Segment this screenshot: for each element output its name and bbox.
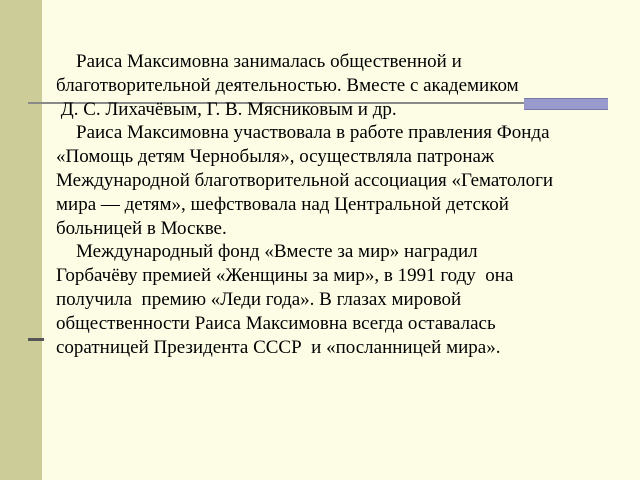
paragraph-2 [56, 121, 640, 240]
text-line: получила премию «Леди года». В глазах мировой [56, 288, 462, 310]
text-line: соратницей Президента СССР и «посланницей мира». [56, 336, 501, 358]
text-line: общественности Раиса Максимовна всегда оставалась [56, 312, 496, 334]
text-line: Д. С. Лихачёвым, Г. В. Мясниковым и др. [56, 98, 397, 120]
left-decorative-bar [0, 0, 42, 480]
paragraph-3 [56, 240, 640, 359]
left-accent-tick [28, 338, 44, 341]
text-line: больницей в Москве. [56, 217, 227, 239]
body-text [56, 50, 640, 359]
text-line: мира — детям», шефствовала над Центральной детской [56, 193, 509, 215]
text-line: Горбачёву премией «Женщины за мир», в 1991 году она [56, 265, 514, 287]
paragraph-1 [56, 50, 640, 121]
text-line: Международный фонд «Вместе за мир» наградил [76, 241, 478, 263]
text-line: Международной благотворительной ассоциация «Гематологи [56, 169, 554, 191]
text-line: благотворительной деятельностью. Вместе с академиком [56, 74, 519, 96]
text-line: «Помощь детям Чернобыля», осуществляла патронаж [56, 146, 495, 168]
text-line: Раиса Максимовна участвовала в работе правления Фонда [76, 122, 550, 144]
text-line: Раиса Максимовна занималась общественной и [76, 51, 462, 72]
